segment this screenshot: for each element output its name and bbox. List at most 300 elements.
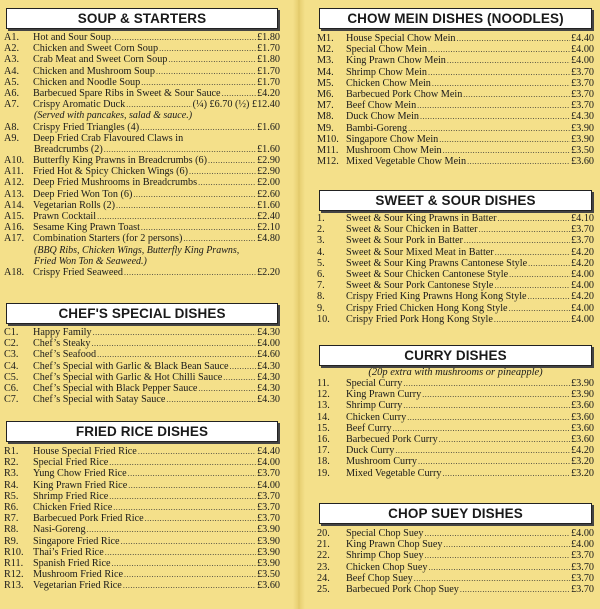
dot-leader <box>208 155 256 166</box>
item-code: C3. <box>4 349 19 361</box>
menu-item <box>317 156 594 167</box>
menu-item <box>4 99 280 110</box>
item-code: R13. <box>4 580 24 592</box>
item-price: £3.70 <box>571 572 594 584</box>
item-name: Fried Hot & Spicy Chicken Wings (6) <box>33 166 189 178</box>
dot-leader <box>408 123 570 134</box>
item-price: £3.70 <box>571 88 594 100</box>
item-code: 14. <box>317 411 330 423</box>
item-code: 21. <box>317 539 330 551</box>
dot-leader <box>414 573 570 584</box>
menu-item <box>4 144 280 155</box>
dot-leader <box>109 491 256 502</box>
item-price: £2.60 <box>257 188 280 200</box>
item-name: Barbecued Spare Ribs in Sweet & Sour Sauce <box>33 87 221 99</box>
item-name: Mushroom Fried Rice <box>33 569 123 581</box>
item-price: £1.80 <box>257 32 280 43</box>
item-code: A11. <box>4 166 24 178</box>
dot-leader <box>494 314 570 325</box>
item-price: £3.90 <box>571 133 594 145</box>
dot-leader <box>128 468 256 479</box>
item-code: 18. <box>317 456 330 468</box>
item-price: £4.20 <box>571 445 594 457</box>
item-price: £4.20 <box>571 246 594 258</box>
dot-leader <box>91 338 256 349</box>
item-code: 8. <box>317 291 325 303</box>
item-price: £4.00 <box>571 313 594 325</box>
item-price: £2.90 <box>257 166 280 178</box>
chopsuey-items <box>317 528 594 595</box>
item-price: £4.00 <box>257 479 280 491</box>
item-code: R2. <box>4 457 19 469</box>
dot-leader <box>128 480 256 491</box>
item-name: Chicken Chow Mein <box>346 77 431 89</box>
item-name: Special Chow Mein <box>346 44 427 56</box>
item-price: £3.70 <box>257 501 280 513</box>
item-name: Special Chop Suey <box>346 528 424 539</box>
menu-item <box>317 224 594 235</box>
item-name: Chicken and Mushroom Soup <box>33 65 155 77</box>
item-price: £4.00 <box>257 457 280 469</box>
menu-item <box>317 100 594 111</box>
item-code: 24. <box>317 572 330 584</box>
dot-leader <box>432 78 570 89</box>
menu-item <box>317 55 594 66</box>
item-name: Mushroom Chow Mein <box>346 144 442 156</box>
menu-item <box>317 235 594 246</box>
item-name: Crab Meat and Sweet Corn Soup <box>33 54 168 66</box>
menu-item <box>4 502 280 513</box>
item-price: £4.80 <box>257 233 280 245</box>
item-price: £3.70 <box>257 513 280 525</box>
item-price: £3.90 <box>571 389 594 401</box>
item-price: £3.50 <box>571 144 594 156</box>
menu-item <box>4 122 280 133</box>
menu-item <box>317 280 594 291</box>
item-name: Barbecued Pork Chow Mein <box>346 88 463 100</box>
item-name: Sweet & Sour King Prawns in Batter <box>346 213 497 224</box>
item-price: £4.20 <box>257 87 280 99</box>
item-price: £4.30 <box>257 371 280 383</box>
menu-item <box>4 88 280 99</box>
item-price: £1.70 <box>257 65 280 77</box>
item-name: Duck Chow Mein <box>346 111 420 123</box>
item-code: R11. <box>4 557 24 569</box>
chopsuey-section <box>317 503 594 524</box>
menu-item <box>317 400 594 411</box>
item-price: £3.70 <box>571 100 594 112</box>
item-code: M7. <box>317 100 334 112</box>
item-price: £4.30 <box>257 327 280 338</box>
menu-item <box>4 580 280 591</box>
menu-item <box>317 291 594 302</box>
item-name: Sweet & Sour Pork Cantonese Style <box>346 280 494 292</box>
item-price: £3.60 <box>571 156 594 168</box>
item-price: £4.30 <box>257 394 280 406</box>
item-price: £3.70 <box>571 77 594 89</box>
item-price: £4.40 <box>257 446 280 457</box>
dot-leader <box>439 434 570 445</box>
menu-item <box>4 569 280 580</box>
dot-leader <box>112 32 256 43</box>
item-name: Happy Family <box>33 327 92 338</box>
dot-leader <box>141 77 256 88</box>
dot-leader <box>198 177 256 188</box>
item-price: £3.60 <box>571 411 594 423</box>
dot-leader <box>93 327 257 338</box>
menu-item <box>4 349 280 360</box>
dot-leader <box>457 33 571 44</box>
item-code: R6. <box>4 501 19 513</box>
item-price: £2.90 <box>257 155 280 167</box>
item-name: Chef’s Special with Satay Sauce <box>33 394 166 406</box>
item-price: £4.00 <box>571 280 594 292</box>
item-price: £1.60 <box>257 199 280 211</box>
item-price: £3.90 <box>257 535 280 547</box>
item-code: R1. <box>4 446 19 457</box>
item-name: Beef Chow Mein <box>346 100 417 112</box>
item-price: £4.30 <box>257 382 280 394</box>
item-code: R10. <box>4 546 24 558</box>
menu-item <box>317 33 594 44</box>
dot-leader <box>443 145 570 156</box>
item-price: £4.00 <box>571 55 594 67</box>
item-code: 2. <box>317 224 325 236</box>
item-code: A16. <box>4 222 25 234</box>
item-price: £2.10 <box>257 222 280 234</box>
dot-leader <box>124 569 256 580</box>
menu-item <box>317 434 594 445</box>
item-price: £3.70 <box>257 490 280 502</box>
item-name: Chef’s Special with Garlic & Hot Chilli Sauce <box>33 371 223 383</box>
item-code: A8. <box>4 121 19 133</box>
menu-item <box>4 361 280 372</box>
item-name: Sweet & Sour Chicken in Batter <box>346 224 478 236</box>
item-code: 25. <box>317 583 330 595</box>
menu-item <box>4 457 280 468</box>
item-code: M6. <box>317 88 334 100</box>
dot-leader <box>528 258 570 269</box>
chefs-section <box>4 303 280 324</box>
dot-leader <box>97 349 256 360</box>
menu-item <box>4 166 280 177</box>
item-code: M12. <box>317 156 339 168</box>
dot-leader <box>223 372 256 383</box>
item-name: Chef’s Seafood <box>33 349 97 361</box>
dot-leader <box>198 383 256 394</box>
item-name: Prawn Cocktail <box>33 211 97 222</box>
dot-leader <box>425 528 571 539</box>
menu-item <box>4 327 280 338</box>
item-code: C2. <box>4 338 19 350</box>
item-code: A10. <box>4 155 25 167</box>
item-code: M8. <box>317 111 334 123</box>
menu-item <box>317 456 594 467</box>
item-price: £4.00 <box>257 338 280 350</box>
menu-item <box>4 211 280 222</box>
item-price: £4.00 <box>571 44 594 56</box>
dot-leader <box>417 100 570 111</box>
dot-leader <box>126 99 191 110</box>
item-name: Vegetarian Rolls (2) <box>33 199 116 211</box>
menu-item <box>317 247 594 258</box>
menu-item <box>4 536 280 547</box>
item-name: King Prawn Fried Rice <box>33 479 128 491</box>
item-code: A4. <box>4 65 19 77</box>
dot-leader <box>429 562 571 573</box>
item-code: M10. <box>317 133 339 145</box>
dot-leader <box>109 457 256 468</box>
dot-leader <box>528 291 571 302</box>
item-price: £4.20 <box>571 291 594 303</box>
item-name: Duck Curry <box>346 445 395 457</box>
item-name: Breadcrumbs (2) <box>34 143 103 155</box>
dot-leader <box>87 524 256 535</box>
item-note: (Served with pancakes, salad & sauce.) <box>34 110 193 122</box>
item-code: C5. <box>4 371 19 383</box>
item-name: Hot and Sour Soup <box>33 32 111 43</box>
menu-item <box>317 445 594 456</box>
dot-leader <box>183 233 256 244</box>
item-name: Crispy Aromatic Duck <box>33 99 126 111</box>
menu-item <box>4 177 280 188</box>
soup-section <box>4 8 280 29</box>
menu-item <box>317 550 594 561</box>
item-code: A18. <box>4 266 25 278</box>
item-code: C7. <box>4 394 19 406</box>
item-name: Sweet & Sour Mixed Meat in Batter <box>346 246 494 258</box>
item-name: Bambi-Goreng <box>346 122 408 134</box>
dot-leader <box>124 267 256 278</box>
item-price: £1.60 <box>257 143 280 155</box>
item-price: £3.60 <box>571 433 594 445</box>
item-code: M2. <box>317 44 334 56</box>
item-name: Barbecued Pork Curry <box>346 433 438 445</box>
item-code: A12. <box>4 177 25 189</box>
item-price: £4.00 <box>571 302 594 314</box>
item-code: 9. <box>317 302 325 314</box>
item-note: Fried Won Ton & Seaweed.) <box>34 255 147 267</box>
item-name: Thai’s Fried Rice <box>33 546 104 558</box>
item-price: £4.10 <box>571 213 594 224</box>
item-name: Deep Fried Mushrooms in Breadcrumbs <box>33 177 198 189</box>
menu-item <box>4 513 280 524</box>
item-code: 3. <box>317 235 325 247</box>
menu-item <box>317 44 594 55</box>
dot-leader <box>403 378 570 389</box>
item-price: £3.70 <box>257 468 280 480</box>
item-code: R4. <box>4 479 19 491</box>
menu-item <box>317 562 594 573</box>
item-code: A9. <box>4 132 19 144</box>
item-name: Yung Chow Fried Rice <box>33 468 127 480</box>
item-code: A14. <box>4 199 25 211</box>
dot-leader <box>509 303 571 314</box>
menu-item <box>4 200 280 211</box>
menu-item <box>317 67 594 78</box>
menu-item <box>317 378 594 389</box>
menu-item <box>317 584 594 595</box>
dot-leader <box>428 44 570 55</box>
dot-leader <box>222 88 256 99</box>
item-name: Chicken Chop Suey <box>346 561 428 573</box>
menu-item <box>317 258 594 269</box>
item-note: (BBQ Ribs, Chicken Wings, Butterfly King Prawns, <box>34 244 240 256</box>
dot-leader <box>428 67 570 78</box>
chopsuey-header: CHOP SUEY DISHES <box>319 503 592 524</box>
menu-item <box>4 558 280 569</box>
item-name: Deep Fried Crab Flavoured Claws in <box>33 132 184 144</box>
dot-leader <box>145 513 256 524</box>
item-price: £3.70 <box>571 550 594 562</box>
item-code: A6. <box>4 87 19 99</box>
menu-item <box>4 222 280 233</box>
item-code: 19. <box>317 467 330 479</box>
item-price: £2.00 <box>257 177 280 189</box>
dot-leader <box>121 536 257 547</box>
item-code: 12. <box>317 389 330 401</box>
item-price: £4.60 <box>257 349 280 361</box>
item-price: £3.90 <box>257 546 280 558</box>
item-name: Sweet & Sour Chicken Cantonese Style <box>346 268 509 280</box>
item-price: £2.40 <box>257 211 280 222</box>
item-name: House Special Fried Rice <box>33 446 137 457</box>
dot-leader <box>479 224 571 235</box>
item-name: Beef Curry <box>346 422 392 434</box>
menu-item <box>317 539 594 550</box>
item-code: A1. <box>4 32 19 43</box>
menu-item <box>317 145 594 156</box>
menu-item <box>4 267 280 278</box>
item-code: 6. <box>317 268 325 280</box>
menu-item <box>317 123 594 134</box>
item-name: Chicken and Sweet Corn Soup <box>33 43 159 55</box>
menu-item <box>4 32 280 43</box>
menu-item <box>317 269 594 280</box>
item-price: £4.30 <box>571 111 594 123</box>
item-code: A7. <box>4 99 19 111</box>
dot-leader <box>464 235 570 246</box>
item-price: £3.70 <box>571 561 594 573</box>
item-name: Singapore Fried Rice <box>33 535 120 547</box>
item-name: Chef’s Special with Garlic & Black Bean Sauce <box>33 360 229 372</box>
item-name: Chicken Fried Rice <box>33 501 113 513</box>
item-code: A13. <box>4 188 25 200</box>
item-price: £3.90 <box>257 524 280 536</box>
menu-item <box>4 446 280 457</box>
item-name: Deep Fried Won Ton (6) <box>33 188 133 200</box>
item-name: Chicken and Noodle Soup <box>33 76 141 88</box>
item-price: £3.90 <box>571 378 594 389</box>
item-name: Chicken Curry <box>346 411 407 423</box>
item-code: M9. <box>317 122 334 134</box>
item-code: M4. <box>317 66 334 78</box>
dot-leader <box>460 584 570 595</box>
item-name: King Prawn Curry <box>346 389 422 401</box>
dot-leader <box>403 400 570 411</box>
menu-item <box>4 155 280 166</box>
dot-leader <box>447 55 570 66</box>
item-code: C4. <box>4 360 19 372</box>
menu-item <box>4 133 280 144</box>
item-name: Nasi-Goreng <box>33 524 86 536</box>
item-price: £3.20 <box>571 456 594 468</box>
item-price: (¼) £6.70 (½) £12.40 <box>192 99 280 111</box>
menu-item <box>317 412 594 423</box>
item-name: Sweet & Sour King Prawns Cantonese Style <box>346 257 528 269</box>
item-code: R5. <box>4 490 19 502</box>
item-code: 23. <box>317 561 330 573</box>
dot-leader <box>104 144 256 155</box>
dot-leader <box>439 134 570 145</box>
item-code: 22. <box>317 550 330 562</box>
sweetsour-items <box>317 213 594 325</box>
item-code: M3. <box>317 55 334 67</box>
dot-leader <box>422 389 570 400</box>
dot-leader <box>112 558 257 569</box>
item-name: Crispy Fried King Prawns Hong Kong Style <box>346 291 527 303</box>
menu-item <box>317 423 594 434</box>
dot-leader <box>442 468 570 479</box>
menu-item <box>4 383 280 394</box>
item-name: Special Fried Rice <box>33 457 109 469</box>
chowmein-header: CHOW MEIN DISHES (NOODLES) <box>319 8 592 29</box>
item-name: Combination Starters (for 2 persons) <box>33 233 183 245</box>
sweetsour-section <box>317 190 594 211</box>
menu-item <box>4 54 280 65</box>
dot-leader <box>189 166 256 177</box>
item-code: 7. <box>317 280 325 292</box>
item-name: Beef Chop Suey <box>346 572 413 584</box>
dot-leader <box>418 456 570 467</box>
item-price: £4.40 <box>571 33 594 44</box>
dot-leader <box>494 280 570 291</box>
dot-leader <box>113 502 256 513</box>
rice-header: FRIED RICE DISHES <box>6 421 278 442</box>
item-code: 16. <box>317 433 330 445</box>
item-code: R3. <box>4 468 19 480</box>
item-code: M11. <box>317 144 339 156</box>
item-name: Barbecued Pork Fried Rice <box>33 513 144 525</box>
item-code: M5. <box>317 77 334 89</box>
menu-item <box>4 338 280 349</box>
item-price: £1.80 <box>257 54 280 66</box>
dot-leader <box>425 550 571 561</box>
menu-item <box>317 314 594 325</box>
menu-item <box>317 89 594 100</box>
dot-leader <box>133 189 256 200</box>
item-price: £3.90 <box>571 122 594 134</box>
dot-leader <box>495 247 570 258</box>
item-price: £3.90 <box>257 557 280 569</box>
dot-leader <box>116 200 256 211</box>
curry-items <box>317 378 594 479</box>
item-price: £4.00 <box>571 268 594 280</box>
dot-leader <box>159 43 256 54</box>
item-code: A5. <box>4 76 19 88</box>
item-price: £3.70 <box>571 224 594 236</box>
item-name: Shrimp Fried Rice <box>33 490 109 502</box>
dot-leader <box>444 539 571 550</box>
item-name: Mushroom Curry <box>346 456 418 468</box>
curry-header: CURRY DISHES <box>319 345 592 366</box>
menu-item <box>4 547 280 558</box>
dot-leader <box>138 446 256 457</box>
item-name: House Special Chow Mein <box>346 33 456 44</box>
item-price: £3.70 <box>571 66 594 78</box>
item-name: Special Curry <box>346 378 403 389</box>
item-name: Chef’s Steaky <box>33 338 91 350</box>
